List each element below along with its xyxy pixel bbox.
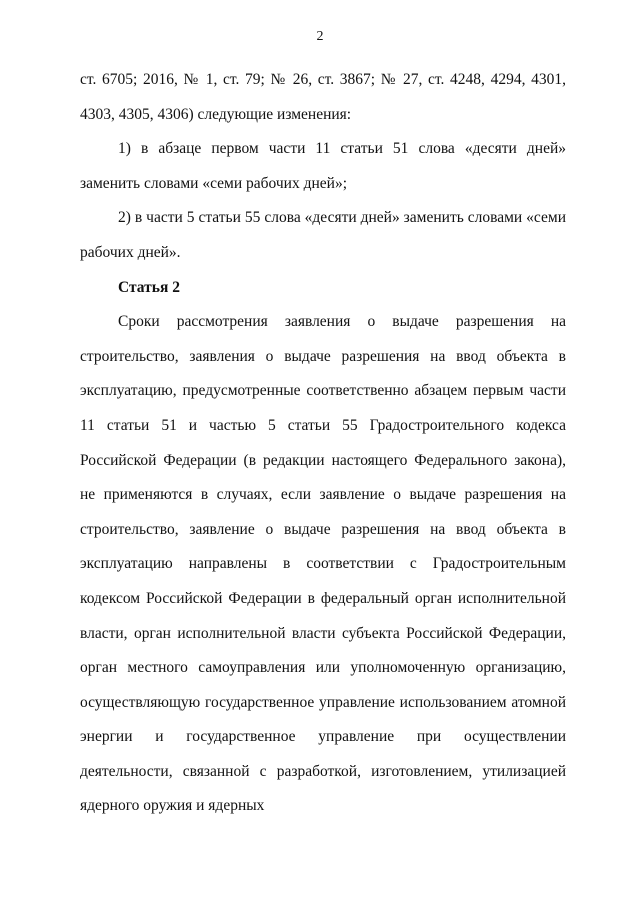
paragraph-amendment-2: 2) в части 5 статьи 55 слова «десяти дней» заменить словами «семи рабочих дней». — [80, 209, 566, 261]
document-body — [80, 63, 566, 824]
paragraph-continuation: ст. 6705; 2016, № 1, ст. 79; № 26, ст. 3867; № 27, ст. 4248, 4294, 4301, 4303, 4305, 4306) следующие изменения: — [80, 71, 566, 123]
article-heading: Статья 2 — [118, 278, 180, 296]
paragraph-article-body: Сроки рассмотрения заявления о выдаче разрешения на строительство, заявления о выдаче разрешения на ввод объекта в эксплуатацию, предусмотренные соответственно абзацем первым части 11 статьи 51 и частью 5 статьи 55 Градостроительного кодекса Российской Федерации (в редакции настоящего Федерального закона), не применяются в случаях, если заявление о выдаче разрешения на строительство, заявление о выдаче разрешения на ввод объекта в эксплуатацию направлены в соответствии с Градостроительным кодексом Российской Федерации в федеральный орган исполнительной власти, орган исполнительной власти субъекта Российской Федерации, орган местного самоуправления или уполномоченную организацию, осуществляющую государственное управление использованием атомной энергии и государственное управление при осуществлении деятельности, связанной с разработкой, изготовлением, утилизацией ядерного оружия и ядерных — [80, 313, 566, 815]
paragraph-amendment-1: 1) в абзаце первом части 11 статьи 51 слова «десяти дней» заменить словами «семи рабочих дней»; — [80, 140, 566, 192]
page-number: 2 — [316, 29, 324, 44]
